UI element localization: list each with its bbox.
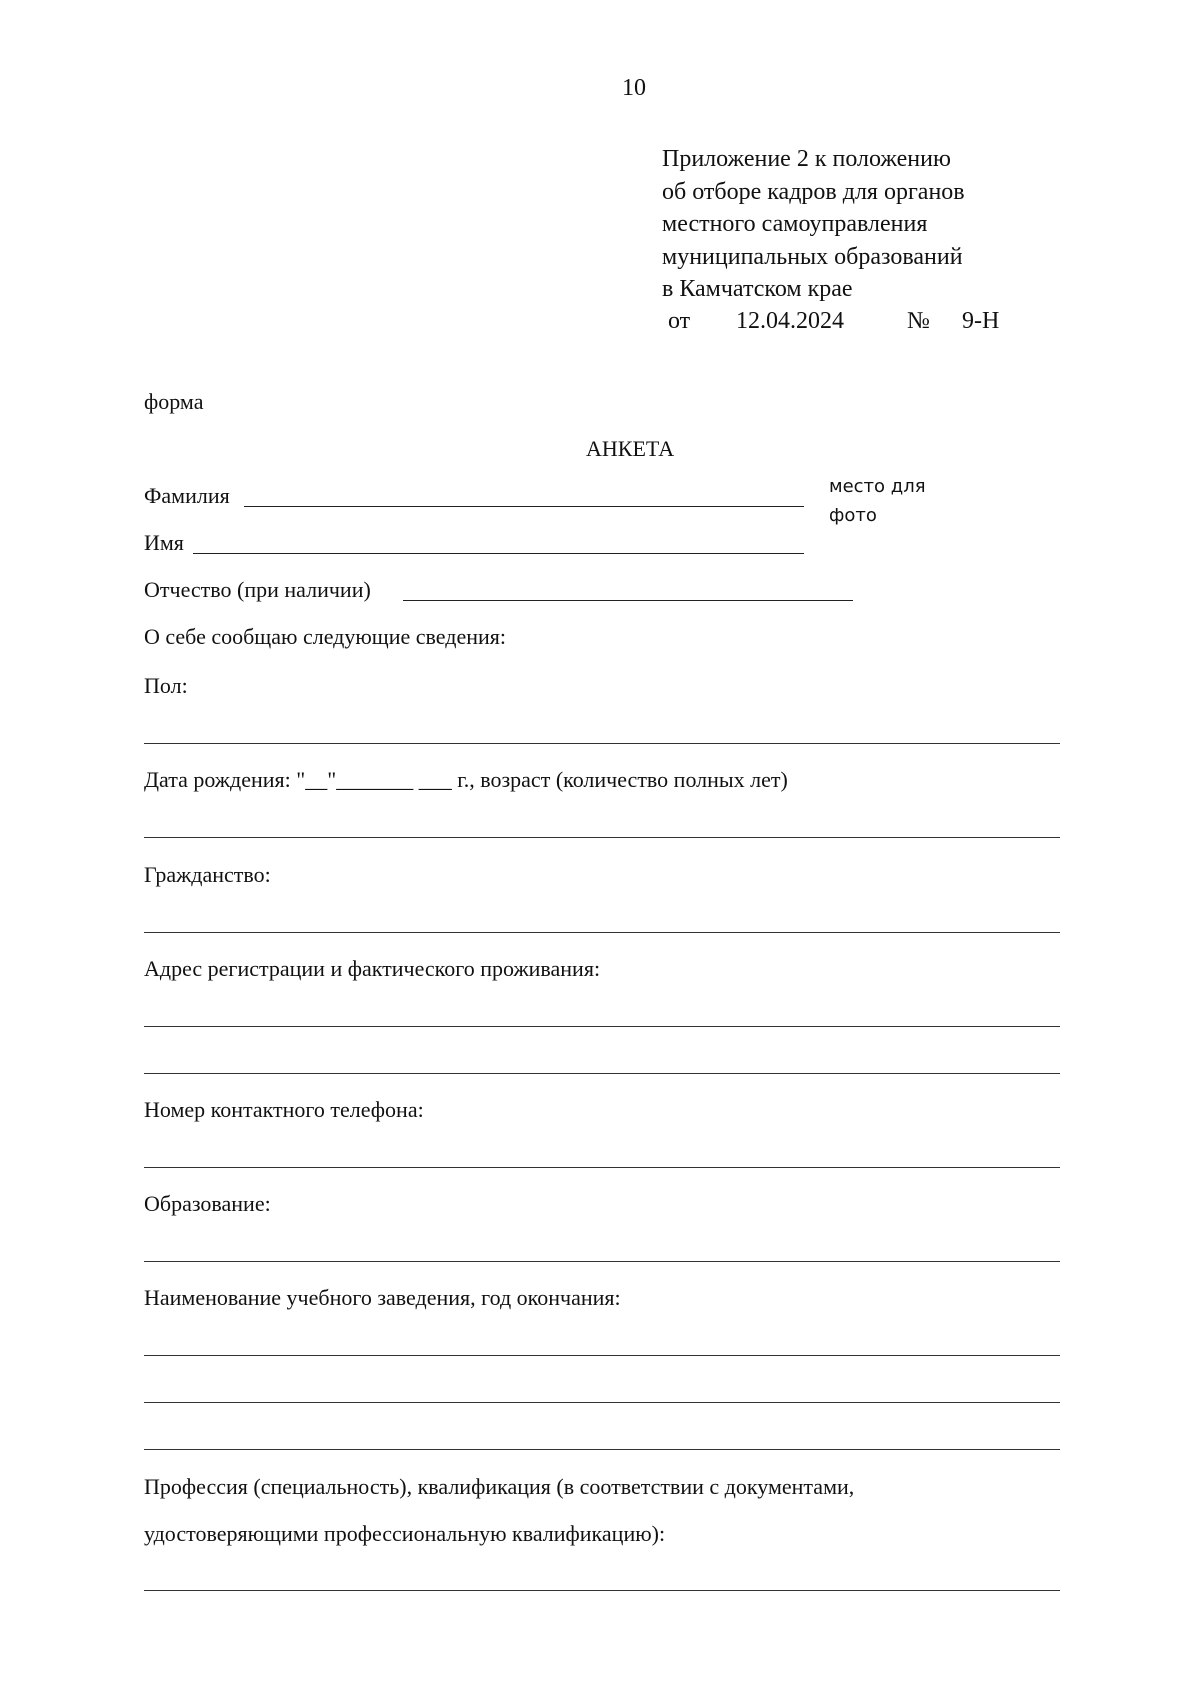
about-intro: О себе сообщаю следующие сведения:: [144, 624, 507, 649]
appendix-line: муниципальных образований: [662, 243, 963, 270]
appendix-header: [662, 143, 1082, 306]
photo-placeholder-line: фото: [829, 505, 877, 526]
citizenship-label: Гражданство:: [144, 862, 271, 887]
patronymic-label: Отчество (при наличии): [144, 577, 371, 602]
institution-field[interactable]: [144, 1449, 1060, 1450]
education-label: Образование:: [144, 1191, 271, 1216]
birth-date-field[interactable]: [144, 837, 1060, 838]
page-number: 10: [622, 75, 646, 101]
ref-number: 9-Н: [962, 308, 1000, 334]
ref-date: 12.04.2024: [736, 308, 844, 334]
institution-label: Наименование учебного заведения, год окончания:: [144, 1285, 621, 1310]
gender-field[interactable]: [144, 743, 1060, 744]
first-name-field[interactable]: [193, 553, 804, 554]
institution-field[interactable]: [144, 1402, 1060, 1403]
profession-label: Профессия (специальность), квалификация (в соответствии с документами,: [144, 1474, 855, 1499]
institution-field[interactable]: [144, 1355, 1060, 1356]
address-label: Адрес регистрации и фактического проживания:: [144, 956, 601, 981]
profession-field[interactable]: [144, 1590, 1060, 1591]
birth-date-label: Дата рождения: "__"_______ ___ г., возраст (количество полных лет): [144, 767, 788, 792]
ref-number-sign: №: [907, 308, 930, 334]
form-label: форма: [144, 389, 204, 414]
photo-placeholder: [829, 472, 969, 530]
appendix-line: в Камчатском крае: [662, 276, 853, 302]
appendix-line: об отборе кадров для органов: [662, 178, 965, 205]
last-name-field[interactable]: [244, 506, 804, 507]
address-field[interactable]: [144, 1026, 1060, 1027]
patronymic-field[interactable]: [403, 600, 853, 601]
appendix-line: местного самоуправления: [662, 211, 928, 237]
first-name-label: Имя: [144, 530, 184, 555]
profession-label: удостоверяющими профессиональную квалификацию):: [144, 1521, 666, 1546]
gender-label: Пол:: [144, 673, 188, 698]
phone-field[interactable]: [144, 1167, 1060, 1168]
ref-ot-label: от: [668, 308, 691, 334]
education-field[interactable]: [144, 1261, 1060, 1262]
phone-label: Номер контактного телефона:: [144, 1097, 424, 1122]
address-field[interactable]: [144, 1073, 1060, 1074]
photo-placeholder-line: место для: [829, 476, 926, 497]
citizenship-field[interactable]: [144, 932, 1060, 933]
appendix-line: Приложение 2 к положению: [662, 146, 951, 172]
form-title: АНКЕТА: [586, 436, 675, 461]
last-name-label: Фамилия: [144, 483, 230, 508]
